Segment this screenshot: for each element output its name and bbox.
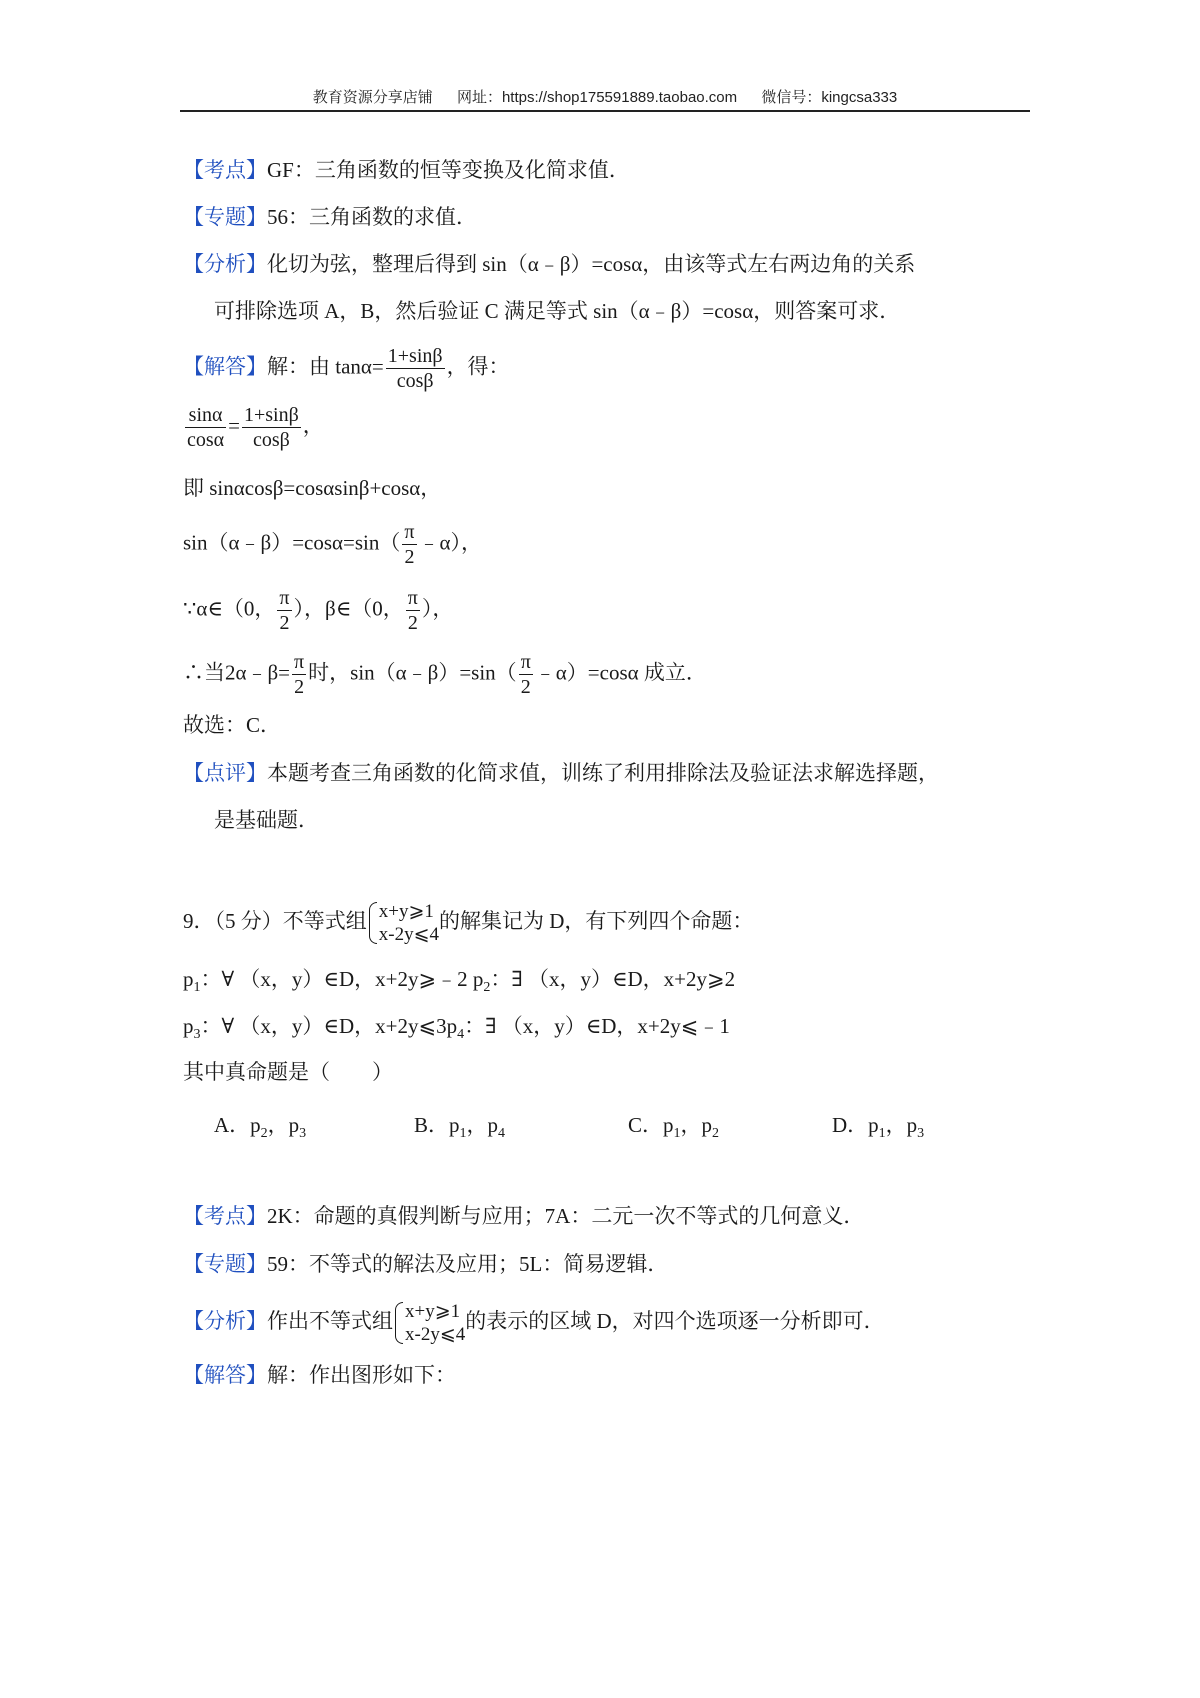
- fenxi-post: 的表示的区域 D，对四个选项逐一分析即可．: [465, 1308, 885, 1333]
- subscript: 1: [673, 1126, 681, 1142]
- subscript: 1: [878, 1126, 886, 1142]
- p-symbol: p: [446, 1014, 458, 1038]
- q9-kaodian: [183, 1201, 864, 1231]
- q9-stem: [183, 900, 753, 946]
- q8-dianping-cont: 是基础题．: [214, 808, 319, 832]
- header-rule: [180, 110, 1030, 112]
- comma: ，: [302, 413, 324, 438]
- p-symbol: p: [183, 967, 194, 991]
- subscript: 3: [917, 1126, 925, 1142]
- numerator: π: [520, 651, 531, 673]
- numerator: π: [404, 521, 415, 543]
- eq5-d: ﹣α）=cosα 成立．: [534, 660, 707, 685]
- equals: =: [228, 413, 240, 438]
- option-d: [832, 1110, 924, 1149]
- subscript: 2: [260, 1126, 268, 1142]
- stem-post: 的解集记为 D，有下列四个命题：: [439, 908, 754, 933]
- subscript: 3: [193, 1027, 201, 1043]
- p1-text: ：∀ （x，y）∈D，x+2y⩾﹣2: [200, 967, 473, 991]
- eq3-post: ﹣α），: [418, 530, 483, 555]
- eq4-a: ∵α∈（0，: [183, 596, 276, 621]
- jieda-tag: 【解答】: [183, 354, 267, 379]
- subscript: 1: [193, 980, 201, 996]
- fenxi-text-1: 化切为弦，整理后得到 sin（α﹣β）=cosα，由该等式左右两边角的关系: [267, 252, 916, 276]
- jieda-text: 解：由 tanα=: [267, 354, 384, 379]
- separator: ，p: [466, 1113, 499, 1137]
- q8-fenxi: [183, 249, 915, 279]
- option-label: B．p: [414, 1113, 460, 1137]
- eq-line-3: [183, 522, 482, 567]
- jieda-post: ，得：: [446, 354, 510, 379]
- eq4-b: ），β∈（0，: [293, 596, 404, 621]
- q9-jieda: [183, 1360, 456, 1390]
- numerator: 1+sinβ: [387, 345, 443, 367]
- subscript: 2: [712, 1126, 720, 1142]
- q9-question: 其中真命题是（ ）: [183, 1060, 393, 1084]
- fraction: [185, 405, 226, 450]
- option-a: [214, 1110, 306, 1149]
- fraction: [519, 652, 533, 697]
- option-label: A．p: [214, 1113, 261, 1137]
- header-url: 网址：https://shop175591889.taobao.com: [456, 89, 738, 106]
- denominator: 2: [279, 612, 290, 634]
- denominator: 2: [294, 676, 305, 698]
- kaodian-text: 2K：命题的真假判断与应用；7A：二元一次不等式的几何意义．: [267, 1204, 865, 1228]
- q8-fenxi-cont: 可排除选项 A，B，然后验证 C 满足等式 sin（α﹣β）=cosα，则答案可求．: [214, 299, 901, 323]
- subscript: 1: [459, 1126, 467, 1142]
- option-label: C．p: [628, 1113, 674, 1137]
- fraction: [277, 588, 291, 633]
- fraction: [386, 346, 445, 391]
- q8-zhuanti: [183, 202, 477, 232]
- numerator: 1+sinβ: [243, 404, 299, 426]
- page-header: [180, 86, 1030, 112]
- subscript: 3: [299, 1126, 307, 1142]
- zhuanti-tag: 【专题】: [183, 1252, 267, 1276]
- denominator: 2: [404, 546, 415, 568]
- option-label: D．p: [832, 1113, 879, 1137]
- dianping-text: 本题考查三角函数的化简求值，训练了利用排除法及验证法求解选择题，: [267, 761, 939, 785]
- ineq-1: x+y⩾1: [405, 1301, 461, 1322]
- separator: ，p: [885, 1113, 918, 1137]
- kaodian-tag: 【考点】: [183, 1204, 267, 1228]
- eq-line-2: 即 sinαcosβ=cosαsinβ+cosα，: [183, 476, 442, 500]
- inequality-system: [367, 900, 439, 946]
- denominator: cosβ: [396, 370, 434, 392]
- fenxi-tag: 【分析】: [183, 1308, 267, 1333]
- zhuanti-text: 59：不等式的解法及应用；5L：简易逻辑．: [267, 1252, 669, 1276]
- fenxi-tag: 【分析】: [183, 252, 267, 276]
- eq-line-4: [183, 588, 453, 633]
- zhuanti-text: 56：三角函数的求值．: [267, 205, 477, 229]
- q8-kaodian: [183, 155, 630, 185]
- kaodian-text: GF：三角函数的恒等变换及化简求值．: [267, 158, 630, 182]
- header-wechat: 微信号：kingcsa333: [761, 89, 898, 106]
- fraction: [292, 652, 306, 697]
- fraction: [402, 522, 416, 567]
- subscript: 2: [483, 980, 491, 996]
- inequality-system: [393, 1300, 465, 1346]
- ineq-2: x-2y⩽4: [405, 1324, 466, 1345]
- subscript: 4: [457, 1027, 465, 1043]
- q9-zhuanti: [183, 1249, 668, 1279]
- ineq-2: x-2y⩽4: [378, 924, 439, 945]
- dianping-tag: 【点评】: [183, 761, 267, 785]
- separator: ，p: [267, 1113, 300, 1137]
- fraction: [242, 405, 301, 450]
- subscript: 4: [498, 1126, 506, 1142]
- jieda-tag: 【解答】: [183, 1363, 267, 1387]
- p-symbol: p: [472, 967, 484, 991]
- header-shop: 教育资源分享店铺: [312, 89, 433, 106]
- jieda-text: 解：作出图形如下：: [267, 1363, 456, 1387]
- eq-line-5: [183, 652, 707, 697]
- option-c: [628, 1110, 719, 1149]
- q8-dianping: [183, 758, 939, 788]
- denominator: cosβ: [252, 429, 290, 451]
- eq5-b: 2α﹣β=: [225, 660, 291, 685]
- numerator: π: [294, 651, 305, 673]
- p2-text: ：∃ （x，y）∈D，x+2y⩾2: [490, 967, 736, 991]
- eq3-pre: sin（α﹣β）=cosα=sin（: [183, 530, 401, 555]
- eq-line-1: [183, 405, 324, 450]
- numerator: π: [279, 587, 290, 609]
- q9-props-1: [183, 964, 735, 1003]
- q9-props-2: [183, 1011, 730, 1050]
- stem-pre: 9．（5 分）不等式组: [183, 908, 367, 933]
- denominator: cosα: [187, 429, 225, 451]
- option-b: [414, 1110, 505, 1149]
- numerator: sinα: [185, 405, 226, 428]
- p3-text: ：∀ （x，y）∈D，x+2y⩽3: [200, 1014, 447, 1038]
- denominator: 2: [520, 676, 531, 698]
- kaodian-tag: 【考点】: [183, 158, 267, 182]
- eq4-c: ），: [421, 596, 454, 621]
- fenxi-pre: 作出不等式组: [267, 1308, 393, 1333]
- q8-jieda: [183, 346, 510, 391]
- fraction: [406, 588, 420, 633]
- ineq-1: x+y⩾1: [378, 901, 434, 922]
- q8-answer: 故选：C．: [183, 713, 282, 737]
- p-symbol: p: [183, 1014, 194, 1038]
- numerator: π: [407, 587, 418, 609]
- separator: ，p: [680, 1113, 713, 1137]
- eq5-c: 时，sin（α﹣β）=sin（: [308, 660, 517, 685]
- q9-fenxi: [183, 1300, 885, 1346]
- denominator: 2: [407, 612, 418, 634]
- eq5-a: ∴当: [183, 660, 225, 685]
- zhuanti-tag: 【专题】: [183, 205, 267, 229]
- p4-text: ：∃ （x，y）∈D，x+2y⩽﹣1: [464, 1014, 730, 1038]
